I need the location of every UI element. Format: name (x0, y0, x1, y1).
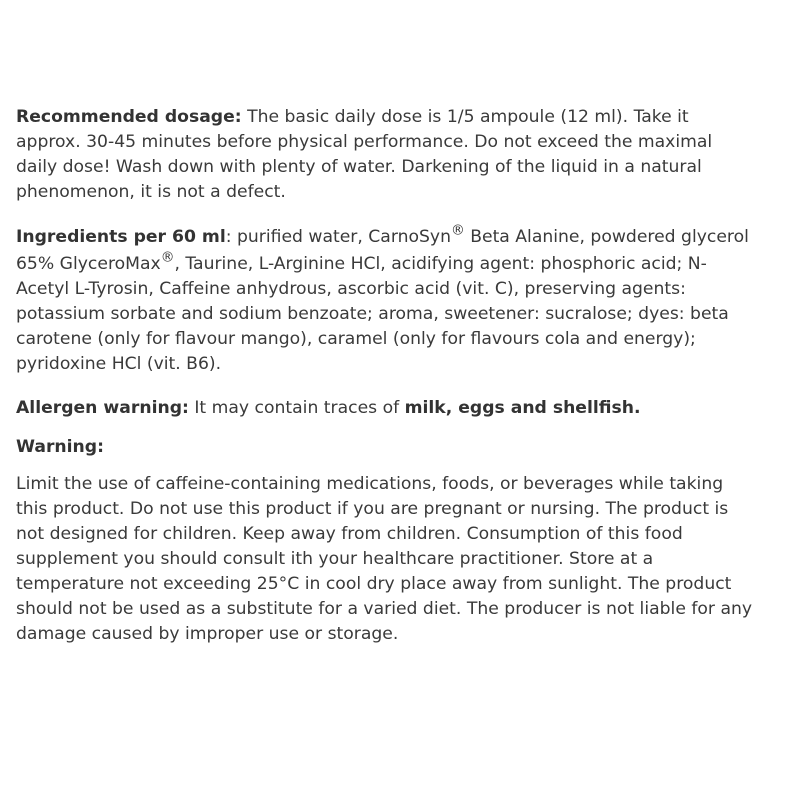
ingredients-line (16, 222, 791, 250)
ingredients-line: pyridoxine HCl (vit. B6). (16, 354, 222, 374)
registered-mark: ® (450, 222, 465, 239)
allergen-emphasis: milk, eggs and shellfish. (404, 398, 641, 418)
allergen-text: It may contain traces of (188, 398, 405, 418)
warning-line: supplement you should consult ith your healthcare practitioner. Store at a (16, 549, 654, 569)
warning-heading-section (16, 435, 791, 460)
ingredients-text: , Taurine, L-Arginine HCl, acidifying agent: phosphoric acid; N- (174, 254, 707, 274)
ingredients-text: 65% GlyceroMax (16, 254, 161, 274)
dosage-line: phenomenon, it is not a defect. (16, 182, 286, 202)
ingredients-text: Beta Alanine, powdered glycerol (464, 227, 749, 247)
allergen-line (16, 396, 791, 421)
warning-heading: Warning: (16, 437, 104, 457)
ingredients-section (16, 222, 791, 377)
ingredients-line: Acetyl L-Tyrosin, Caffeine anhydrous, ascorbic acid (vit. C), preserving agents: (16, 279, 686, 299)
allergen-paragraph (16, 396, 791, 421)
dosage-section (16, 105, 791, 205)
warning-section (16, 472, 791, 647)
dosage-paragraph (16, 105, 791, 205)
dosage-line: daily dose! Wash down with plenty of water. Darkening of the liquid in a natural (16, 157, 702, 177)
allergen-section (16, 396, 791, 421)
dosage-text: The basic daily dose is 1/5 ampoule (12 ml). Take it (241, 107, 689, 127)
dosage-line (16, 105, 791, 130)
warning-line: should not be used as a substitute for a varied diet. The producer is not liable for any (16, 599, 753, 619)
warning-heading-paragraph (16, 435, 791, 460)
warning-line: Limit the use of caffeine-containing medications, foods, or beverages while taking (16, 474, 724, 494)
warning-line: this product. Do not use this product if you are pregnant or nursing. The product is (16, 499, 729, 519)
warning-paragraph (16, 472, 791, 647)
ingredients-paragraph (16, 222, 791, 377)
allergen-heading: Allergen warning: (16, 398, 189, 418)
warning-line: temperature not exceeding 25°C in cool dry place away from sunlight. The product (16, 574, 732, 594)
ingredients-line: potassium sorbate and sodium benzoate; aroma, sweetener: sucralose; dyes: beta (16, 304, 729, 324)
registered-mark: ® (160, 249, 175, 266)
ingredients-heading: Ingredients per 60 ml (16, 227, 226, 247)
ingredients-line (16, 249, 791, 277)
dosage-line: approx. 30-45 minutes before physical performance. Do not exceed the maximal (16, 132, 713, 152)
ingredients-line: carotene (only for flavour mango), caramel (only for flavours cola and energy); (16, 329, 696, 349)
ingredients-text: : purified water, CarnoSyn (225, 227, 451, 247)
dosage-heading: Recommended dosage: (16, 107, 242, 127)
warning-line: not designed for children. Keep away from children. Consumption of this food (16, 524, 683, 544)
warning-line: damage caused by improper use or storage. (16, 624, 399, 644)
